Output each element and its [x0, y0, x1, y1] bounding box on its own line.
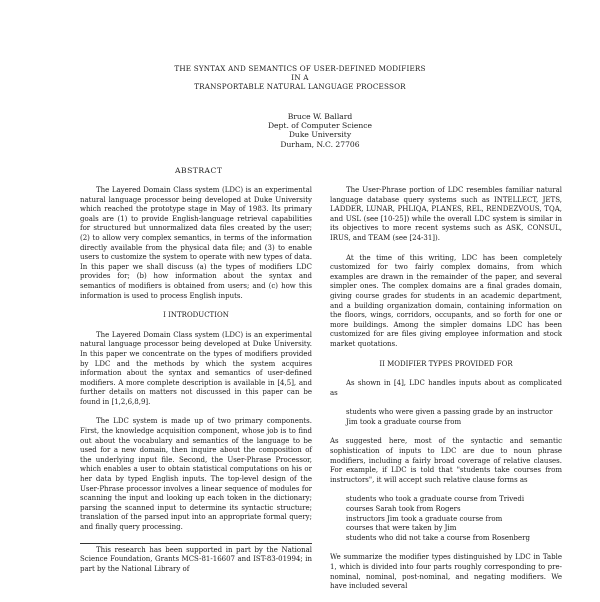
footnote: This research has been supported in part by the National Science Foundation, Grants MCS-81-16607 and IST-83-01994; in part by the National Library of	[80, 545, 312, 573]
right-paragraph-5: We summarize the modifier types distinguished by LDC in Table 1, which is divided into four parts roughly corresponding to pre-nominal, nominal, post-nominal, and negating modifiers. We have included several	[330, 553, 562, 591]
left-column	[80, 186, 312, 584]
intro-heading: I INTRODUCTION	[163, 311, 229, 320]
abstract-text: The Layered Domain Class system (LDC) is an experimental natural language processor being developed at Duke University which reached the prototype stage in May of 1983. Its primary goals are (1) to provide English-language retrieval capabilities for structured but unnormalized data files created by the user; (2) to allow very complex semantics, in terms of the information directly available from the physical data file; and (3) to enable users to customize the system to operate with new types of data. In this paper we shall discuss (a) the types of modifiers LDC provides for; (b) how information about the syntax and semantics of modifiers is obtained from users; and (c) how this information is used to process English inputs.	[80, 186, 312, 300]
example-2b: courses Sarah took from Rogers	[346, 505, 461, 514]
intro-paragraph-2: The LDC system is made up of two primary components. First, the knowledge acquisition component, whose job is to find out about the vocabulary and semantics of the language to be used for a new domain, then inquire about the composition of the underlying input file. Second, the User-Phrase Processor, which enables a user to obtain statistical computations on his or her data by typed English inputs. The top-level design of the User-Phrase processor involves a linear sequence of modules for scanning the input and looking up each token in the dictionary; parsing the scanned input to determine its syntactic structure; translation of the parsed input into an appropriate formal query; and finally query processing.	[80, 417, 312, 531]
author-city: Durham, N.C. 27706	[280, 139, 360, 149]
author-university: Duke University	[288, 130, 352, 140]
example-2c: instructors Jim took a graduate course from	[346, 514, 503, 523]
example-2d: courses that were taken by Jim	[346, 524, 457, 533]
footnote-rule	[80, 543, 312, 544]
example-2e: students who did not take a course from Rosenberg	[346, 533, 530, 542]
author-name: Bruce W. Ballard	[287, 112, 353, 121]
title-line-1: THE SYNTAX AND SEMANTICS OF USER-DEFINED MODIFIERS	[174, 64, 426, 73]
right-paragraph-2: At the time of this writing, LDC has been completely customized for two fairly complex domains, from which examples are drawn in the remainder of the paper, and several simpler ones. The complex domains are a final grades domain, giving course grades for students in an academic department, and a building organization domain, containing information on the floors, wings, corridors, occupants, and so forth for one or more buildings. Among the simpler domains LDC has been customized for are files giving employee information and stock market quotations.	[330, 253, 562, 348]
intro-paragraph-1: The Layered Domain Class system (LDC) is an experimental natural language processor being developed at Duke University. In this paper we concentrate on the types of modifiers provided by LDC and the methods by which the system acquires information about the syntax and semantics of user-defined modifiers. A more complete description is available in [4,5], and further details on matters not discussed in this paper can be found in [1,2,6,8,9].	[80, 330, 312, 406]
paper-title	[0, 64, 600, 91]
author-dept: Dept. of Computer Science	[267, 121, 373, 131]
abstract-heading: ABSTRACT	[175, 166, 223, 175]
right-paragraph-3: As shown in [4], LDC handles inputs about as complicated as	[330, 379, 562, 397]
section-2-heading: II MODIFIER TYPES PROVIDED FOR	[379, 359, 513, 368]
title-line-3: TRANSPORTABLE NATURAL LANGUAGE PROCESSOR	[194, 82, 406, 91]
right-column	[330, 186, 562, 602]
example-2a: students who took a graduate course from Trivedi	[346, 495, 525, 504]
right-paragraph-1: The User-Phrase portion of LDC resembles familiar natural language database query systems such as INTELLECT, JETS, LADDER, LUNAR, PHLIQA, PLANES, REL, RENDEZVOUS, TQA, and USL (see [10-25]) while the overall LDC system is similar in its objectives to more recent systems such as ASK, CONSUL, IRUS, and TEAM (see [24-31]).	[330, 186, 562, 242]
author-block	[0, 112, 600, 149]
example-1: students who were given a passing grade by an instructor Jim took a graduate course from	[346, 408, 553, 426]
title-line-2: IN A	[291, 73, 309, 82]
right-paragraph-4: As suggested here, most of the syntactic and semantic sophistication of inputs to LDC are due to noun phrase modifiers, including a fairly broad coverage of relative clauses. For example, if LDC is told that "students take courses from instructors", it will accept such relative clause forms as	[330, 437, 562, 484]
